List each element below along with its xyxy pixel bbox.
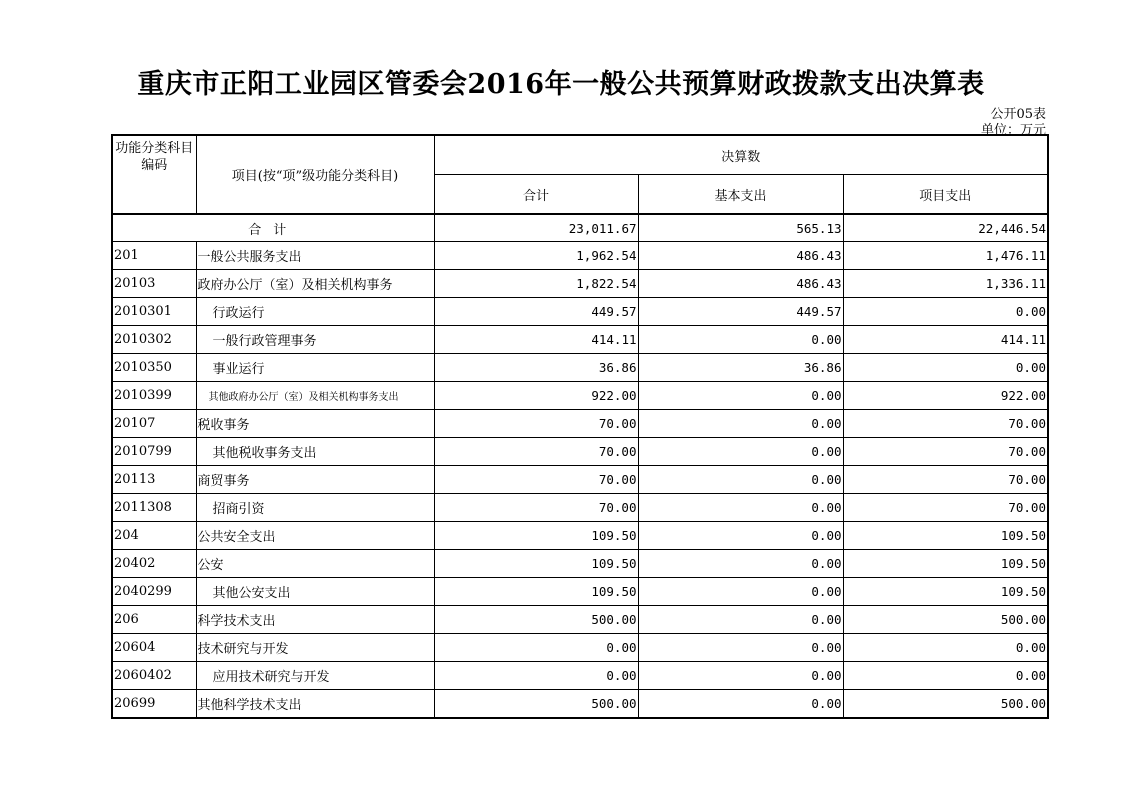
header-project: 项目支出 bbox=[843, 175, 1048, 215]
row-name: 一般公共服务支出 bbox=[196, 242, 434, 270]
row-project: 70.00 bbox=[843, 438, 1048, 466]
row-total: 922.00 bbox=[434, 382, 638, 410]
table-number: 公开05表 bbox=[990, 107, 1046, 122]
row-total: 414.11 bbox=[434, 326, 638, 354]
table-body bbox=[112, 214, 1048, 718]
row-code: 2060402 bbox=[112, 662, 196, 690]
row-project: 109.50 bbox=[843, 550, 1048, 578]
table-row bbox=[112, 578, 1048, 606]
row-code: 20699 bbox=[112, 690, 196, 719]
row-total: 109.50 bbox=[434, 550, 638, 578]
total-basic: 565.13 bbox=[638, 214, 843, 242]
table-row bbox=[112, 634, 1048, 662]
row-code: 2010399 bbox=[112, 382, 196, 410]
row-project: 500.00 bbox=[843, 690, 1048, 719]
row-project: 414.11 bbox=[843, 326, 1048, 354]
row-total: 70.00 bbox=[434, 438, 638, 466]
header-final-accounts: 决算数 bbox=[434, 135, 1048, 175]
header-total: 合计 bbox=[434, 175, 638, 215]
row-project: 70.00 bbox=[843, 494, 1048, 522]
row-code: 2011308 bbox=[112, 494, 196, 522]
unit-label: 单位：万元 bbox=[980, 123, 1046, 138]
row-total: 1,962.54 bbox=[434, 242, 638, 270]
row-total: 109.50 bbox=[434, 522, 638, 550]
row-total: 1,822.54 bbox=[434, 270, 638, 298]
row-basic: 0.00 bbox=[638, 634, 843, 662]
row-name: 科学技术支出 bbox=[196, 606, 434, 634]
row-basic: 0.00 bbox=[638, 662, 843, 690]
row-code: 2010301 bbox=[112, 298, 196, 326]
row-name: 招商引资 bbox=[196, 494, 434, 522]
row-basic: 0.00 bbox=[638, 494, 843, 522]
row-code: 20107 bbox=[112, 410, 196, 438]
row-project: 70.00 bbox=[843, 410, 1048, 438]
table-row bbox=[112, 354, 1048, 382]
table-row bbox=[112, 382, 1048, 410]
table-row bbox=[112, 410, 1048, 438]
row-name: 其他公安支出 bbox=[196, 578, 434, 606]
row-name: 一般行政管理事务 bbox=[196, 326, 434, 354]
row-code: 206 bbox=[112, 606, 196, 634]
row-name: 技术研究与开发 bbox=[196, 634, 434, 662]
row-basic: 0.00 bbox=[638, 326, 843, 354]
row-total: 36.86 bbox=[434, 354, 638, 382]
row-project: 0.00 bbox=[843, 298, 1048, 326]
row-code: 2010350 bbox=[112, 354, 196, 382]
row-code: 20402 bbox=[112, 550, 196, 578]
row-total: 500.00 bbox=[434, 606, 638, 634]
row-name: 公共安全支出 bbox=[196, 522, 434, 550]
row-basic: 449.57 bbox=[638, 298, 843, 326]
row-name: 税收事务 bbox=[196, 410, 434, 438]
row-name: 事业运行 bbox=[196, 354, 434, 382]
header-code: 功能分类科目编码 bbox=[112, 135, 196, 214]
row-code: 20113 bbox=[112, 466, 196, 494]
row-project: 500.00 bbox=[843, 606, 1048, 634]
row-basic: 0.00 bbox=[638, 578, 843, 606]
total-project: 22,446.54 bbox=[843, 214, 1048, 242]
row-total: 500.00 bbox=[434, 690, 638, 719]
table-row bbox=[112, 522, 1048, 550]
row-total: 0.00 bbox=[434, 662, 638, 690]
row-basic: 0.00 bbox=[638, 438, 843, 466]
row-basic: 486.43 bbox=[638, 242, 843, 270]
row-project: 109.50 bbox=[843, 522, 1048, 550]
table-row bbox=[112, 242, 1048, 270]
row-name: 政府办公厅（室）及相关机构事务 bbox=[196, 270, 434, 298]
row-name: 其他科学技术支出 bbox=[196, 690, 434, 719]
row-total: 70.00 bbox=[434, 494, 638, 522]
table-row bbox=[112, 606, 1048, 634]
row-name: 商贸事务 bbox=[196, 466, 434, 494]
table-row bbox=[112, 662, 1048, 690]
row-project: 0.00 bbox=[843, 634, 1048, 662]
row-code: 2040299 bbox=[112, 578, 196, 606]
total-label: 合计 bbox=[112, 214, 434, 242]
row-basic: 0.00 bbox=[638, 606, 843, 634]
row-project: 1,336.11 bbox=[843, 270, 1048, 298]
row-code: 204 bbox=[112, 522, 196, 550]
row-basic: 36.86 bbox=[638, 354, 843, 382]
row-basic: 0.00 bbox=[638, 410, 843, 438]
row-project: 70.00 bbox=[843, 466, 1048, 494]
row-total: 70.00 bbox=[434, 466, 638, 494]
row-project: 922.00 bbox=[843, 382, 1048, 410]
row-total: 70.00 bbox=[434, 410, 638, 438]
row-name: 其他政府办公厅（室）及相关机构事务支出 bbox=[196, 382, 434, 410]
table-row bbox=[112, 550, 1048, 578]
table-row bbox=[112, 270, 1048, 298]
row-basic: 0.00 bbox=[638, 550, 843, 578]
row-code: 201 bbox=[112, 242, 196, 270]
table-row bbox=[112, 438, 1048, 466]
row-code: 20604 bbox=[112, 634, 196, 662]
row-total: 0.00 bbox=[434, 634, 638, 662]
row-project: 1,476.11 bbox=[843, 242, 1048, 270]
row-code: 2010799 bbox=[112, 438, 196, 466]
table-row bbox=[112, 494, 1048, 522]
total-row bbox=[112, 214, 1048, 242]
row-code: 20103 bbox=[112, 270, 196, 298]
row-project: 0.00 bbox=[843, 354, 1048, 382]
row-basic: 0.00 bbox=[638, 466, 843, 494]
row-name: 其他税收事务支出 bbox=[196, 438, 434, 466]
row-code: 2010302 bbox=[112, 326, 196, 354]
table-row bbox=[112, 466, 1048, 494]
row-total: 109.50 bbox=[434, 578, 638, 606]
row-basic: 0.00 bbox=[638, 382, 843, 410]
table-row bbox=[112, 298, 1048, 326]
row-basic: 0.00 bbox=[638, 690, 843, 719]
table-row bbox=[112, 326, 1048, 354]
total-sum: 23,011.67 bbox=[434, 214, 638, 242]
table-header bbox=[112, 135, 1048, 214]
row-basic: 486.43 bbox=[638, 270, 843, 298]
header-item: 项目(按“项”级功能分类科目) bbox=[196, 135, 434, 214]
page-title: 重庆市正阳工业园区管委会2016年一般公共预算财政拨款支出决算表 bbox=[137, 69, 985, 100]
row-name: 应用技术研究与开发 bbox=[196, 662, 434, 690]
row-project: 109.50 bbox=[843, 578, 1048, 606]
row-project: 0.00 bbox=[843, 662, 1048, 690]
row-name: 公安 bbox=[196, 550, 434, 578]
row-basic: 0.00 bbox=[638, 522, 843, 550]
budget-table bbox=[111, 134, 1049, 719]
row-name: 行政运行 bbox=[196, 298, 434, 326]
header-basic: 基本支出 bbox=[638, 175, 843, 215]
table-row bbox=[112, 690, 1048, 719]
row-total: 449.57 bbox=[434, 298, 638, 326]
